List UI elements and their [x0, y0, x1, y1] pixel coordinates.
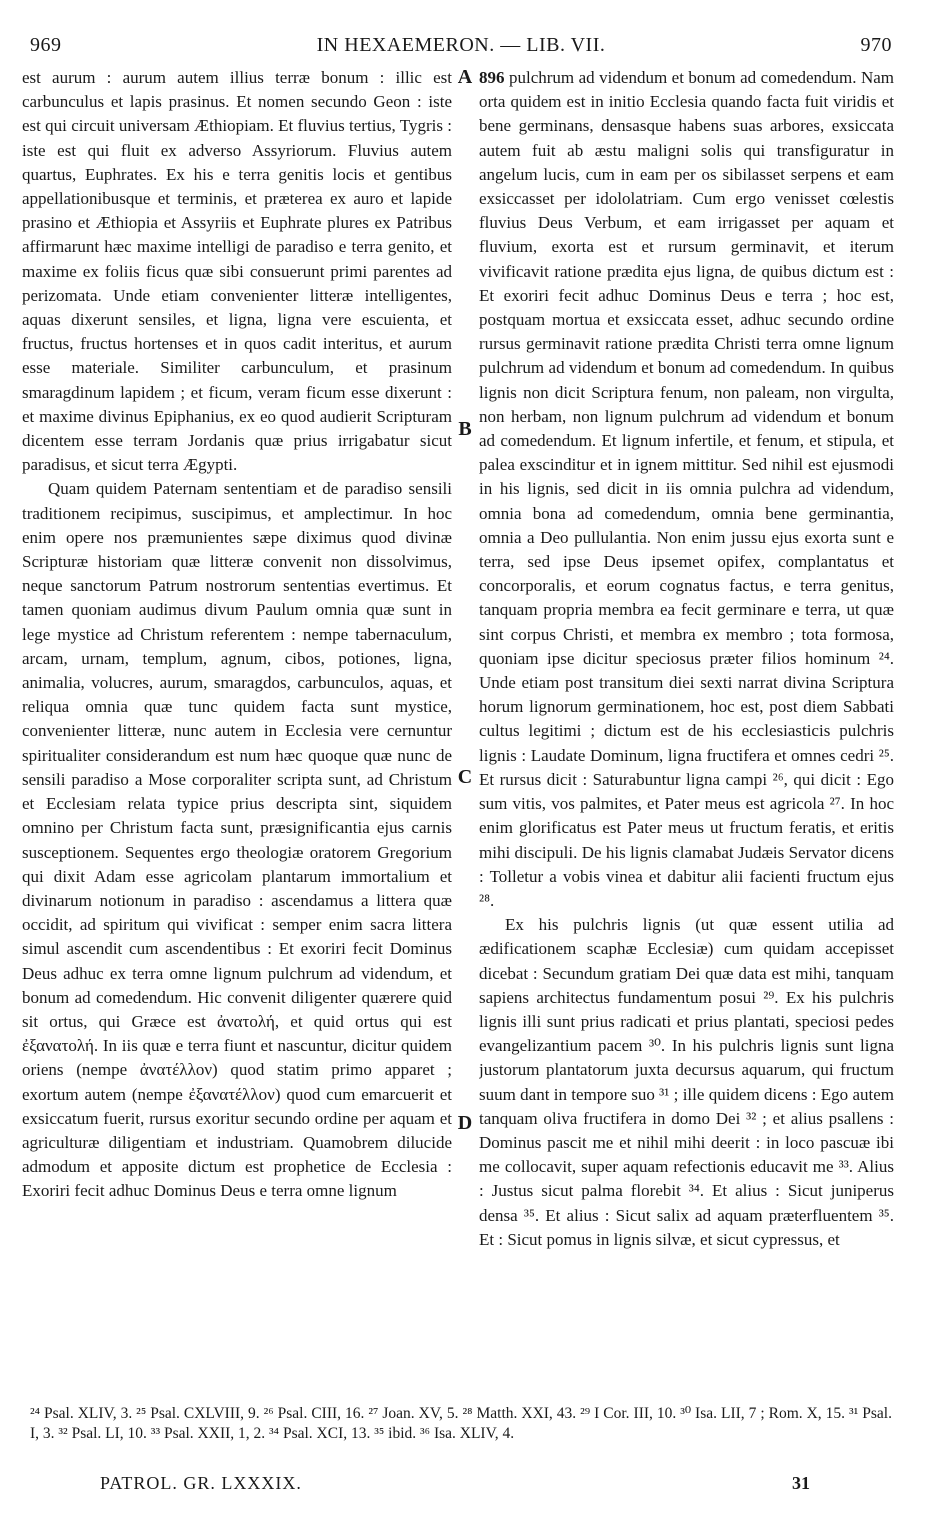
right-paragraph-1-text: pulchrum ad videndum et bonum ad comedendum. Nam orta quidem est in initio Ecclesia quando facta fuit viridis et bene germinans, densasque habens suas arbores, exsiccata autem fuit ab æstu maligni solis qui transfiguratur in angelum lucis, cum in eam per os sibilasset serpens et eam exsiccasset per idololatriam. Cum ergo venisset cœlestis fluvius Deus Verbum, et eam irrigasset per aquam et fluvium, exorta est et rursum germinavit, et iterum vivificavit ratione prædita ejus ligna, de quibus dictum est : Et exoriri fecit adhuc Dominus Deus e terra ; hoc est, postquam mortua et exsiccata esset, adhuc secundo ordine rursus germinavit ratione prædita Christi terra omne lignum pulchrum ad videndum et bonum ad comedendum. In quibus lignis non dicit Scriptura fenum, non paleam, non virgulta, non herbam, non lignum pulchrum ad videndum et bonum ad comedendum. Et lignum infertile, et fenum, et stipula, et palea exscinditur et in ignem mittitur. Sed nihil est ejusmodi in his lignis, sed dicit in iis omnia pulchra ad videndum, omnia bona ad comedendum, omnia bene germinantia, omnia a Deo pullulantia. Non enim jussu ejus exorta sunt e terra, sed ipse Deus ipsemet opifex, complantatus et concorporalis, et eorum cognatus factus, e terra genitus, tanquam propria membra ea fecit germinare e terra, ut quæ sint corpus Christi, et membra ex membro ; tota formosa, quoniam ipse dicitur speciosus præter filios hominum ²⁴. Unde etiam post transitum diei sexti narrat divina Scriptura horum lignorum germinationem, hoc est, post diem Sabbati cultus legitimi ; dictum est de his ecclesiasticis pulchris lignis : Laudate Dominum, ligna fructifera et omnes cedri ²⁵. Et rursus dicit : Saturabuntur ligna campi ²⁶, qui dicit : Ego sum vitis, vos palmites, et Pater meus est agricola ²⁷. In hoc enim glorificatus est Pater meus ut fructum feratis, et eritis mihi discipuli. De his lignis clamabat Judæis Servator dicens : Tolletur a vobis vinea et dabitur alii facienti fructum ejus ²⁸. [479, 68, 894, 910]
left-column-number: 969 [30, 34, 62, 56]
left-paragraph-2: Quam quidem Paternam sententiam et de paradiso sensili traditionem recipimus, suscipimus, et amplectimur. In hoc enim opere nos præmunientes sæpe diximus quod divinæ Scripturæ historiam quæ litteræ convenit non dissolvimus, neque sanctorum Patrum nostrorum sententias evertimus. Et tamen quoniam audimus divum Paulum omnia quæ sunt in lege mystice ad Christum referentem : nempe tabernaculum, arcam, urnam, templum, agnum, cibos, potiones, ligna, animalia, volucres, aurum, smaragdos, carbunculos, aquas, et reliqua omnia quæ tunc quidem facta sunt mystice, convenienter litteræ, nunc autem in Ecclesia vere cernuntur spiritualiter considerandum est num hæc quoque quæ nunc de sensili paradiso a Mose corporaliter scripta sunt, ad Christum et Ecclesiam relata typice prius descripta sint, siquidem omnino per Christum facta sunt, præsignificantia ejus carnis susceptionem. Sequentes ergo theologiæ oratorem Gregorium qui dixit Adam esse agricolam plantarum immortalium et divinarum notionum in paradiso : ascendamus a littera quæ occidit, ad spiritum qui vivificat : semper enim sacra littera simul ascendit cum ascendentibus : Et exoriri fecit Dominus Deus adhuc ex terra omne lignum pulchrum ad videndum, et bonum ad comedendum. Hic convenit diligenter quærere quid sit ortus, qui Græce est ἀνατολή, et quid ortus qui est ἐξανατολή. In iis quæ e terra fiunt et nascuntur, dicitur quidem oriens (nempe ἀνατέλλον) quod statim primo apparet ; exortum autem (nempe ἐξανατέλλον) quod cum emarcuerit et exsiccatum fuerit, rursus exoritur secundo ordine per aquam et agriculturæ diligentiam et industriam. Quamobrem dilucide admodum et apposite dictum est prophetice de Ecclesia : Exoriri fecit adhuc Dominus Deus e terra omne lignum [22, 479, 452, 1201]
page-footer [30, 1473, 892, 1497]
right-paragraph-2: Ex his pulchris lignis (ut quæ essent utilia ad ædificationem scaphæ Ecclesiæ) cum quidam accepisset dicebat : Secundum gratiam Dei quæ data est mihi, tanquam sapiens architectus fundamentum posui ²⁹. Ex his pulchris lignis illi sunt prius radicati et prius plantati, speciosi pedes evangelizantium pacem ³⁰. In his pulchris lignis sunt ligna justorum plantatorum juxta decursus aquarum, qui fructum suum dant in tempore suo ³¹ ; ille quidem dicens : Ego autem tanquam oliva fructifera in domo Dei ³² ; et alius psallens : Dominus pascit me et nihil mihi deerit : in loco pascuæ ibi me collocavit, super aquam refectionis educavit me ³³. Alius : Justus sicut palma florebit ³⁴. Et alius : Sicut juniperus densa ³⁵. Et alius : Sicut salix ad aquam præterfluentem ³⁵. Et : Sicut pomus in lignis silvæ, et sicut cypressus, et [479, 915, 894, 1249]
page-header [30, 34, 892, 62]
section-marker-c: C [457, 766, 473, 788]
left-paragraph-1: est aurum : aurum autem illius terræ bonum : illic est carbunculus et lapis prasinus. Et nomen secundo Geon : iste est qui circuit universam Æthiopiam. Et fluvius tertius, Tygris : iste est qui fluit ex adverso Assyriorum. Fluvius autem quartus, Euphrates. Ex his e terra genitis locis et gentibus appellationibusque et terminis, et præterea ex auro et lapide prasino et Æthiopia et Assyriis et Euphrate plures ex Patribus affirmarunt hæc maxime intelligi de paradiso e terra genito, et maxime ex foliis ficus quæ sibi consuerunt primi parentes ad perizomata. Unde etiam convenienter litteræ intelligentes, aquas dixerunt sensiles, et ligna, ligna vere escuienta, et fructus, fructus hortenses et in quos cadit interitus, et aurum esse materiale. Similiter carbunculum, et prasinum smaragdinum lapidem ; et ficum, veram ficum esse dixerunt : et maxime divinus Epiphanius, ex eo quod audierit Scripturam dicentem esse terram Jordanis quæ prius irrigabatur sicut paradisus, et sicut terra Ægypti. [22, 68, 452, 475]
left-column [22, 66, 452, 1398]
footer-signature: 31 [792, 1473, 810, 1493]
section-marker-d: D [457, 1112, 473, 1134]
right-column-number: 970 [860, 34, 892, 56]
right-paragraph-1 [479, 66, 894, 913]
footer-volume: PATROL. GR. LXXXIX. [100, 1473, 302, 1493]
right-column [479, 66, 894, 1398]
running-title: IN HEXAEMERON. — LIB. VII. [316, 34, 606, 56]
section-marker-b: B [458, 418, 472, 440]
section-marker-a: A [457, 66, 473, 88]
greek-column-number: 896 [479, 68, 505, 87]
footnotes: ²⁴ Psal. XLIV, 3. ²⁵ Psal. CXLVIII, 9. ²⁶ Psal. CIII, 16. ²⁷ Joan. XV, 5. ²⁸ Matth. XXI, 43. ²⁹ I Cor. III, 10. ³⁰ Isa. LII, 7 ; Rom. X, 15. ³¹ Psal. I, 3. ³² Psal. LI, 10. ³³ Psal. XXII, 1, 2. ³⁴ Psal. XCI, 13. ³⁵ ibid. ³⁶ Isa. XLIV, 4. [30, 1405, 892, 1442]
